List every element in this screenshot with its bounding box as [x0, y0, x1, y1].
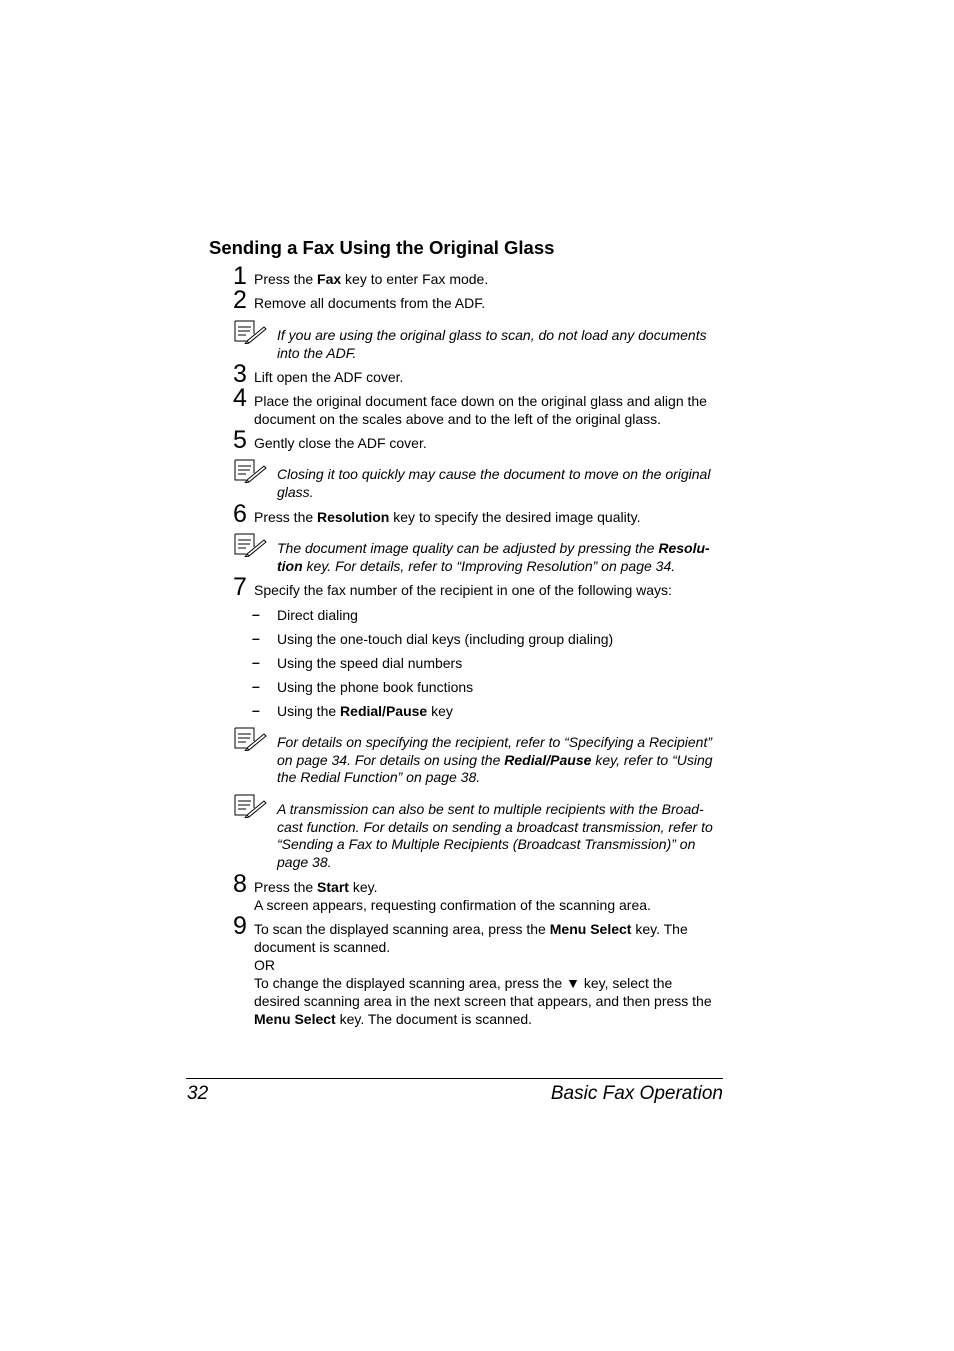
resolution-key-label: Resolution: [317, 509, 390, 525]
section-heading: Sending a Fax Using the Original Glass: [209, 237, 555, 258]
page-number: 32: [187, 1083, 209, 1104]
step-7-text: Specify the fax number of the recipient in one of the following ways:: [254, 582, 672, 598]
step-2-text: Remove all documents from the ADF.: [254, 295, 486, 311]
note-1-text: If you are using the original glass to scan, do not load any documents into the ADF.: [277, 327, 707, 361]
step-9-text: To scan the displayed scanning area, press the Menu Select key. The document is scanned. OR To change the displayed scanning area, press the ▼ key, select the desired scanning area in the next screen that appears, and then press the Menu Select key. The document is scanned.: [254, 921, 712, 1027]
step-number-9: 9: [233, 912, 247, 940]
menu-select-key-label: Menu Select: [549, 921, 632, 937]
note-3-text: The document image quality can be adjusted by pressing the Resolu- tion key. For details, refer to “Improving Resolution” on page 34.: [277, 540, 710, 574]
step-3-text: Lift open the ADF cover.: [254, 369, 404, 385]
step-6-text: Press the Resolution key to specify the desired image quality.: [254, 509, 641, 525]
bullet-direct-dialing: Direct dialing: [277, 607, 358, 623]
step-1-text: Press the Fax key to enter Fax mode.: [254, 271, 489, 287]
note-pencil-icon: [233, 794, 267, 818]
bullet-dash: –: [252, 702, 260, 718]
step-number-5: 5: [233, 426, 247, 454]
step-number-6: 6: [233, 500, 247, 528]
chapter-title: Basic Fax Operation: [550, 1083, 723, 1104]
note-pencil-icon: [233, 727, 267, 751]
step-8-text: Press the Start key. A screen appears, requesting confirmation of the scanning area.: [254, 879, 651, 913]
bullet-dash: –: [252, 630, 260, 646]
fax-key-label: Fax: [317, 271, 342, 287]
bullet-dash: –: [252, 654, 260, 670]
note-pencil-icon: [233, 459, 267, 483]
note-2-text: Closing it too quickly may cause the document to move on the original glass.: [277, 466, 711, 500]
bullet-dash: –: [252, 606, 260, 622]
start-key-label: Start: [317, 879, 349, 895]
step-5-text: Gently close the ADF cover.: [254, 435, 427, 451]
step-number-7: 7: [233, 573, 247, 601]
bullet-speed-dial: Using the speed dial numbers: [277, 655, 463, 671]
step-number-3: 3: [233, 360, 247, 388]
step-number-1: 1: [233, 262, 247, 290]
bullet-one-touch: Using the one-touch dial keys (including group dialing): [277, 631, 614, 647]
bullet-redial-pause: Using the Redial/Pause key: [277, 703, 453, 719]
step-4-text: Place the original document face down on the original glass and align the document on the scales above and to the left of the original glass.: [254, 393, 707, 427]
step-number-8: 8: [233, 870, 247, 898]
step-number-2: 2: [233, 286, 247, 314]
footer-rule: [186, 1078, 723, 1079]
note-4-text: For details on specifying the recipient, refer to “Specifying a Recipient” on page 34. For details on using the Redial/Pause key, refer to “Using the Redial Function” on page 38.: [277, 734, 713, 785]
note-pencil-icon: [233, 533, 267, 557]
note-5-text: A transmission can also be sent to multiple recipients with the Broad- cast function. For details on sending a broadcast transmission, refer to “Sending a Fax to Multiple Recipients (Broadcast Transmission)” on page 38.: [277, 801, 713, 870]
bullet-dash: –: [252, 678, 260, 694]
menu-select-key-label: Menu Select: [254, 1011, 336, 1027]
note-pencil-icon: [233, 320, 267, 344]
step-number-4: 4: [233, 384, 247, 412]
bullet-phone-book: Using the phone book functions: [277, 679, 474, 695]
